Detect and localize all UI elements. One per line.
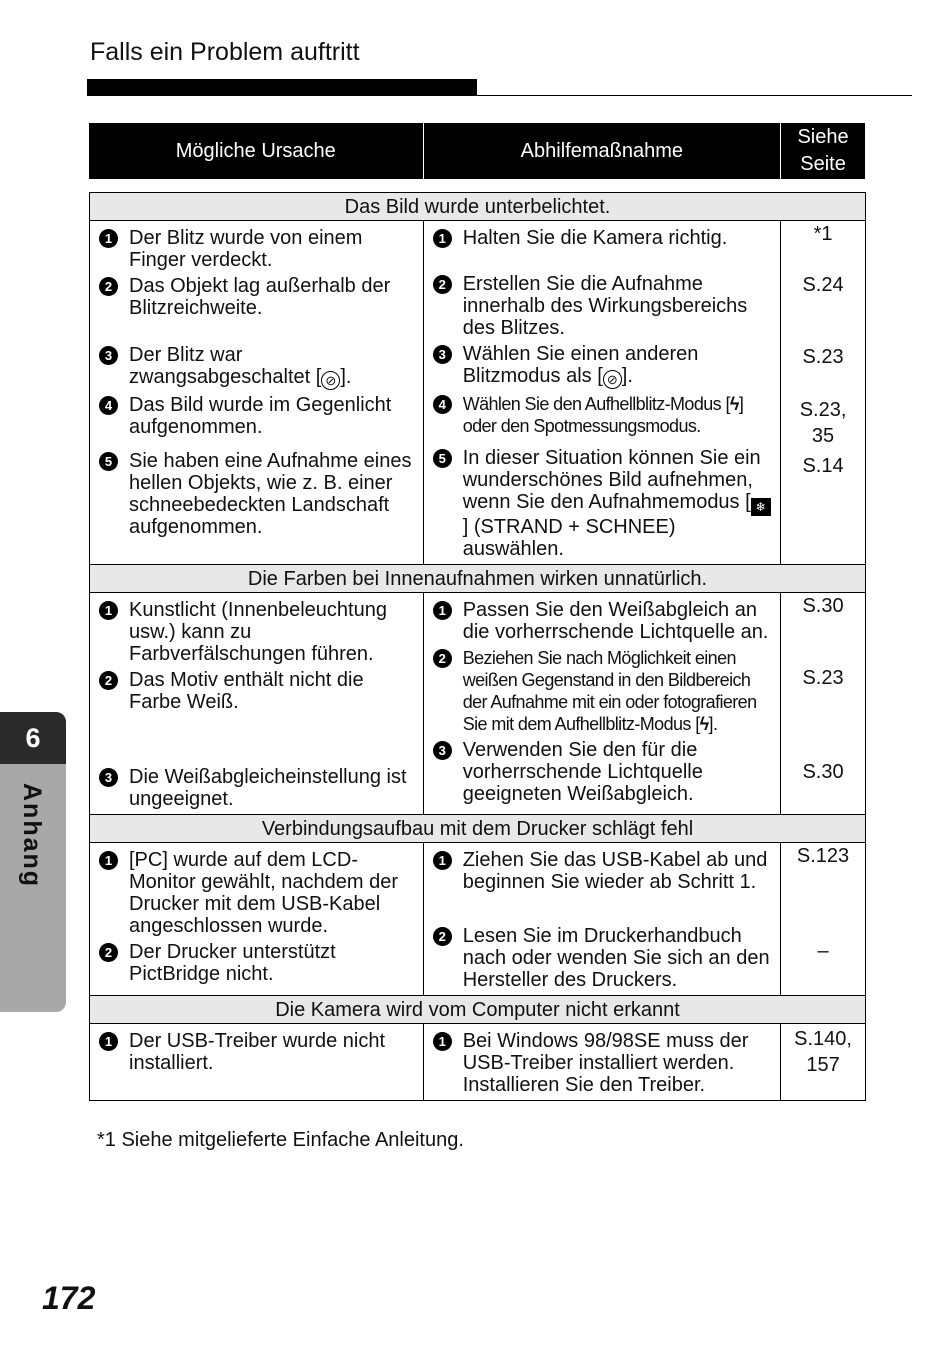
troubleshooting-table <box>89 192 866 1101</box>
page-ref: S.23 <box>802 667 844 689</box>
page-ref: S.23, 35 <box>799 399 847 447</box>
group-title: Das Bild wurde unterbelichtet. <box>90 193 866 221</box>
cause-text: Die Weißabgleicheinstellung ist ungeeignet. <box>129 766 407 810</box>
flash-off-icon: ⊘ <box>321 371 340 390</box>
number-1-icon: 1 <box>99 851 118 870</box>
number-2-icon: 2 <box>99 277 118 296</box>
remedy-cell <box>423 593 780 815</box>
header-page-line2: Seite <box>800 153 846 175</box>
cause-cell <box>90 1024 424 1101</box>
number-3-icon: 3 <box>433 741 452 760</box>
remedy-text: Halten Sie die Kamera richtig. <box>462 227 728 249</box>
number-5-icon: 5 <box>433 449 452 468</box>
page-ref-cell <box>781 1024 866 1101</box>
remedy-cell <box>423 221 780 565</box>
cause-cell <box>90 843 424 996</box>
number-2-icon: 2 <box>433 275 452 294</box>
page-ref-cell <box>781 221 866 565</box>
header-page-line1: Siehe <box>797 126 849 148</box>
header-cause: Mögliche Ursache <box>89 123 424 179</box>
page-ref: S.123 <box>796 845 850 867</box>
cause-text: [PC] wurde auf dem LCD-Monitor gewählt, nachdem der Drucker mit dem USB-Kabel angeschlossen wurde. <box>129 849 399 937</box>
footnote: *1 Siehe mitgelieferte Einfache Anleitung. <box>97 1129 464 1151</box>
remedy-cell <box>423 843 780 996</box>
group-title: Die Kamera wird vom Computer nicht erkannt <box>90 996 866 1024</box>
cause-text: Der Blitz wurde von einem Finger verdeckt. <box>129 227 363 271</box>
remedy-text: Verwenden Sie den für die vorherrschende Lichtquelle geeigneten Weißabgleich. <box>462 739 703 805</box>
remedy-text: Wählen Sie den Aufhellblitz-Modus [ϟ] oder den Spotmessungsmodus. <box>462 394 744 436</box>
number-1-icon: 1 <box>99 229 118 248</box>
table-row <box>90 843 866 996</box>
page-ref: S.30 <box>802 761 844 783</box>
remedy-text: Erstellen Sie die Aufnahme innerhalb des Wirkungsbereichs des Blitzes. <box>462 273 748 339</box>
number-4-icon: 4 <box>433 395 452 414</box>
group-title: Verbindungsaufbau mit dem Drucker schlägt fehl <box>90 815 866 843</box>
number-2-icon: 2 <box>433 927 452 946</box>
beach-snow-icon: ❄ <box>751 498 771 516</box>
page-ref-cell <box>781 843 866 996</box>
cause-cell <box>90 221 424 565</box>
number-1-icon: 1 <box>99 1032 118 1051</box>
section-title: Falls ein Problem auftritt <box>90 38 360 66</box>
number-3-icon: 3 <box>99 346 118 365</box>
number-1-icon: 1 <box>433 601 452 620</box>
fill-flash-icon: ϟ <box>729 394 739 414</box>
remedy-text: Ziehen Sie das USB-Kabel ab und beginnen Sie wieder ab Schritt 1. <box>462 849 768 893</box>
table-row <box>90 593 866 815</box>
number-5-icon: 5 <box>99 452 118 471</box>
number-3-icon: 3 <box>99 768 118 787</box>
cause-text: Der Drucker unterstützt PictBridge nicht. <box>129 941 336 985</box>
remedy-text: Passen Sie den Weißabgleich an die vorherrschende Lichtquelle an. <box>462 599 769 643</box>
header-remedy: Abhilfemaßnahme <box>424 123 782 179</box>
title-bar <box>87 79 477 96</box>
number-3-icon: 3 <box>433 345 452 364</box>
page-ref: – <box>817 940 829 962</box>
chapter-number: 6 <box>0 712 66 764</box>
cause-text: Das Motiv enthält nicht die Farbe Weiß. <box>129 669 364 713</box>
cause-text: Kunstlicht (Innenbeleuchtung usw.) kann zu Farbverfälschungen führen. <box>129 599 387 665</box>
remedy-text: In dieser Situation können Sie ein wunderschönes Bild aufnehmen, wenn Sie den Aufnahmemodus [ ❄] (STRAND + SCHNEE) auswählen. <box>463 447 774 560</box>
header-page <box>781 123 865 179</box>
page-ref: S.30 <box>802 595 844 617</box>
cause-text: Das Bild wurde im Gegenlicht aufgenommen. <box>129 394 392 438</box>
page-number: 172 <box>42 1280 96 1316</box>
flash-off-icon: ⊘ <box>603 370 622 389</box>
number-2-icon: 2 <box>99 671 118 690</box>
number-1-icon: 1 <box>99 601 118 620</box>
cause-text: Der Blitz war zwangsabgeschaltet [ ⊘ ]. <box>129 344 352 388</box>
remedy-text: Lesen Sie im Druckerhandbuch nach oder wenden Sie sich an den Hersteller des Druckers. <box>462 925 770 991</box>
number-2-icon: 2 <box>99 943 118 962</box>
remedy-cell <box>423 1024 780 1101</box>
chapter-label: Anhang <box>18 783 46 889</box>
cause-text: Der USB-Treiber wurde nicht installiert. <box>129 1030 386 1074</box>
page-ref: *1 <box>813 223 833 245</box>
title-line <box>477 95 912 96</box>
cause-cell <box>90 593 424 815</box>
remedy-text: Beziehen Sie nach Möglichkeit einen weißen Gegenstand in den Bildbereich der Aufnahme mit ein oder fotografieren Sie mit dem Aufhellblitz-Modus [ϟ]. <box>462 648 757 734</box>
group-title: Die Farben bei Innenaufnahmen wirken unnatürlich. <box>90 565 866 593</box>
table-row <box>90 1024 866 1101</box>
number-1-icon: 1 <box>433 851 452 870</box>
page-ref: S.23 <box>802 346 844 368</box>
page-ref-cell <box>781 593 866 815</box>
fill-flash-icon: ϟ <box>699 714 709 734</box>
number-2-icon: 2 <box>433 649 452 668</box>
number-1-icon: 1 <box>433 1032 452 1051</box>
cause-text: Das Objekt lag außerhalb der Blitzreichweite. <box>129 275 391 319</box>
table-header <box>89 123 865 179</box>
number-4-icon: 4 <box>99 396 118 415</box>
cause-text: Sie haben eine Aufnahme eines hellen Objekts, wie z. B. einer schneebedeckten Landschaft aufgenommen. <box>129 450 412 538</box>
table-row <box>90 221 866 565</box>
number-1-icon: 1 <box>433 229 452 248</box>
page-ref: S.24 <box>802 274 844 296</box>
remedy-text: Bei Windows 98/98SE muss der USB-Treiber installiert werden. Installieren Sie den Treiber. <box>462 1030 749 1096</box>
remedy-text: Wählen Sie einen anderen Blitzmodus als [ ⊘ ]. <box>462 343 699 387</box>
page-ref: S.140, 157 <box>794 1028 852 1076</box>
page-ref: S.14 <box>802 455 844 477</box>
